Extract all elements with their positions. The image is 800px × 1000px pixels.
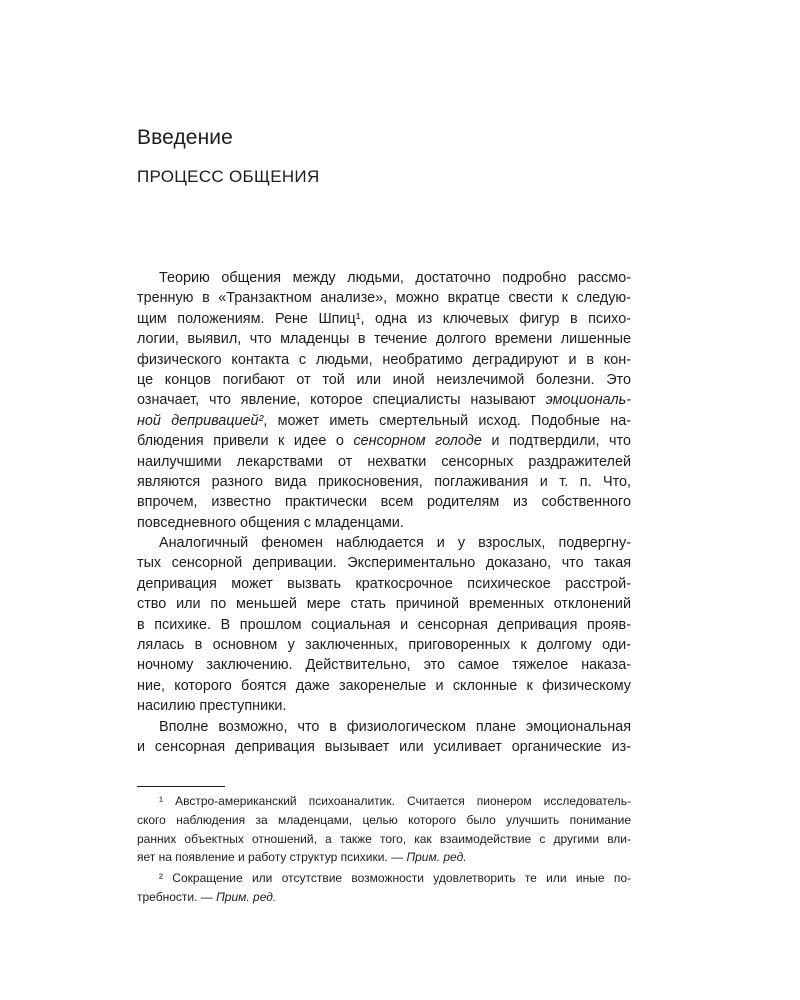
body-line: Теорию общения между людьми, достаточно подробно рассмо-	[159, 270, 631, 286]
emphasis-text: эмоциональ-	[545, 392, 631, 409]
body-line: физического контакта с людьми, необратимо деградируют и в кон-	[137, 351, 631, 368]
body-line	[137, 431, 631, 451]
footnote-divider	[137, 786, 225, 787]
footnote-line	[137, 848, 631, 867]
footnote-text: требности. —	[137, 889, 217, 904]
footnote-line: ского наблюдения за младенцами, целью которого было улучшить понимание	[137, 812, 631, 827]
body-line: тых сенсорной депривации. Экспериментально доказано, что такая	[137, 555, 631, 572]
body-line-text: и подтвердили, что	[481, 433, 631, 450]
body-line: ночному заключению. Действительно, это самое тяжелое наказа-	[137, 657, 631, 674]
body-line-text: , может иметь смертельный исход. Подобные на-	[263, 412, 631, 429]
chapter-title: Введение	[137, 126, 233, 149]
body-line	[137, 411, 631, 431]
body-line: насилию преступники.	[137, 698, 287, 715]
body-line: в психике. В прошлом социальная и сенсорная депривация прояв-	[137, 616, 631, 633]
body-line-text: блюдения привели к идее о	[137, 433, 354, 450]
body-line: повседневного общения с младенцами.	[137, 514, 404, 531]
body-line: впрочем, известно практически всем родителям из собственного	[137, 494, 631, 511]
body-line-text: це концов погибают от той или иной неизлечимой болезни. Это	[137, 371, 631, 388]
body-line: депривация может вызвать краткосрочное психическое расстрой-	[137, 575, 631, 592]
body-line: лялась в основном у заключенных, приговоренных к долгому оди-	[137, 637, 631, 654]
footnotes	[137, 792, 631, 907]
body-line: являются разного вида прикосновения, поглаживания и т. п. Что,	[137, 473, 631, 490]
body-line: тренную в «Транзактном анализе», можно вкратце свести к следую-	[137, 290, 631, 307]
body-line: ние, которого боятся даже закоренелые и склонные к физическому	[137, 677, 631, 694]
body-line: логии, выявил, что младенцы в течение долгого времени лишенные	[137, 331, 631, 348]
footnote-line	[137, 888, 631, 907]
emphasis-text: ной депривацией²	[137, 412, 264, 429]
body-line: наилучшими лекарствами от нехватки сенсорных раздражителей	[137, 453, 631, 470]
footnote-line: ранних объектных отношений, а также того, как взаимодействие с другими вли-	[137, 831, 631, 846]
body-line: ство или по меньшей мере стать причиной временных отклонений	[137, 596, 631, 613]
footnote-editor-note: Прим. ред.	[216, 889, 277, 904]
footnote-line: ¹ Австро-американский психоаналитик. Считается пионером исследователь-	[159, 794, 631, 808]
footnote-text: яет на появление и работу структур психики. —	[137, 850, 407, 865]
body-line: Вполне возможно, что в физиологическом плане эмоциональная	[159, 718, 631, 735]
body-line	[137, 390, 631, 410]
chapter-subtitle: ПРОЦЕСС ОБЩЕНИЯ	[137, 167, 320, 186]
body-line: Аналогичный феномен наблюдается и у взрослых, подвергну-	[159, 535, 631, 552]
emphasis-text: сенсорном голоде	[353, 433, 482, 450]
body-line	[137, 370, 631, 390]
body-line: щим положениям. Рене Шпиц¹, одна из ключевых фигур в психо-	[137, 310, 631, 327]
body-line: и сенсорная депривация вызывает или усиливает органические из-	[137, 738, 631, 755]
body-text	[137, 268, 631, 757]
body-line-text: означает, что явление, которое специалисты называют	[137, 392, 546, 409]
footnote-line: ² Сокращение или отсутствие возможности удовлетворить те или иные по-	[159, 871, 631, 886]
footnote-editor-note: Прим. ред.	[406, 850, 467, 865]
